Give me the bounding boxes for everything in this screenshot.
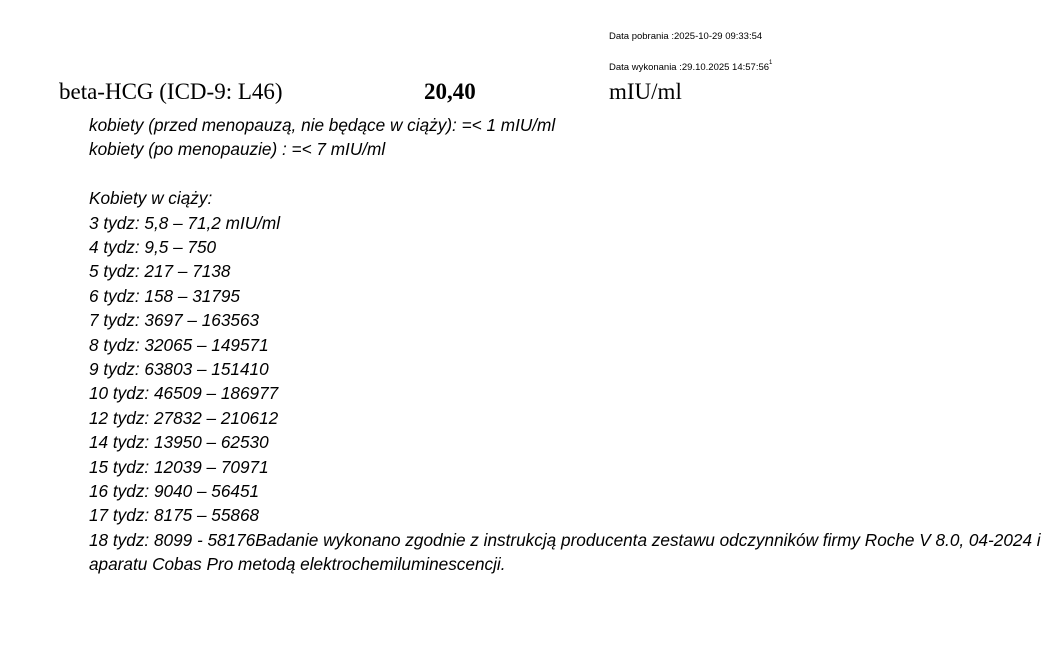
week-range-18-and-method-note: 18 tydz: 8099 - 58176Badanie wykonano zgodnie z instrukcją producenta zestawu odczynników firmy Roche V 8.0, 04-2024 i aparatu Cobas Pro metodą elektrochemiluminescencji. — [89, 529, 1041, 575]
spacer — [89, 162, 1049, 186]
week-range-17: 17 tydz: 8175 – 55868 — [89, 505, 260, 526]
test-value: 20,40 — [424, 79, 476, 104]
week-range-7: 7 tydz: 3697 – 163563 — [89, 310, 260, 331]
reference-ranges — [89, 113, 1049, 577]
week-range-6: 6 tydz: 158 – 31795 — [89, 285, 240, 306]
reference-line-premenopause: kobiety (przed menopauzą, nie będące w ciąży): =< 1 mIU/ml — [89, 115, 556, 135]
result-row — [0, 79, 1059, 107]
pregnant-header: Kobiety w ciąży: — [89, 188, 213, 209]
execution-date-text: Data wykonania :29.10.2025 14:57:56 — [609, 62, 770, 73]
test-unit: mIU/ml — [609, 79, 682, 104]
week-range-12: 12 tydz: 27832 – 210612 — [89, 407, 279, 428]
execution-date-footnote: 1 — [769, 60, 773, 66]
week-range-10: 10 tydz: 46509 – 186977 — [89, 383, 279, 404]
week-range-16: 16 tydz: 9040 – 56451 — [89, 481, 260, 502]
week-range-3: 3 tydz: 5,8 – 71,2 mIU/ml — [89, 212, 281, 233]
execution-date — [609, 62, 772, 73]
week-range-8: 8 tydz: 32065 – 149571 — [89, 334, 269, 355]
week-range-15: 15 tydz: 12039 – 70971 — [89, 456, 269, 477]
week-range-5: 5 tydz: 217 – 7138 — [89, 261, 231, 282]
test-name: beta-HCG (ICD-9: L46) — [59, 79, 283, 104]
week-range-4: 4 tydz: 9,5 – 750 — [89, 237, 217, 258]
week-range-14: 14 tydz: 13950 – 62530 — [89, 432, 269, 453]
collection-date: Data pobrania :2025-10-29 09:33:54 — [609, 31, 763, 42]
reference-line-postmenopause: kobiety (po menopauzie) : =< 7 mIU/ml — [89, 139, 386, 160]
week-range-9: 9 tydz: 63803 – 151410 — [89, 359, 269, 380]
